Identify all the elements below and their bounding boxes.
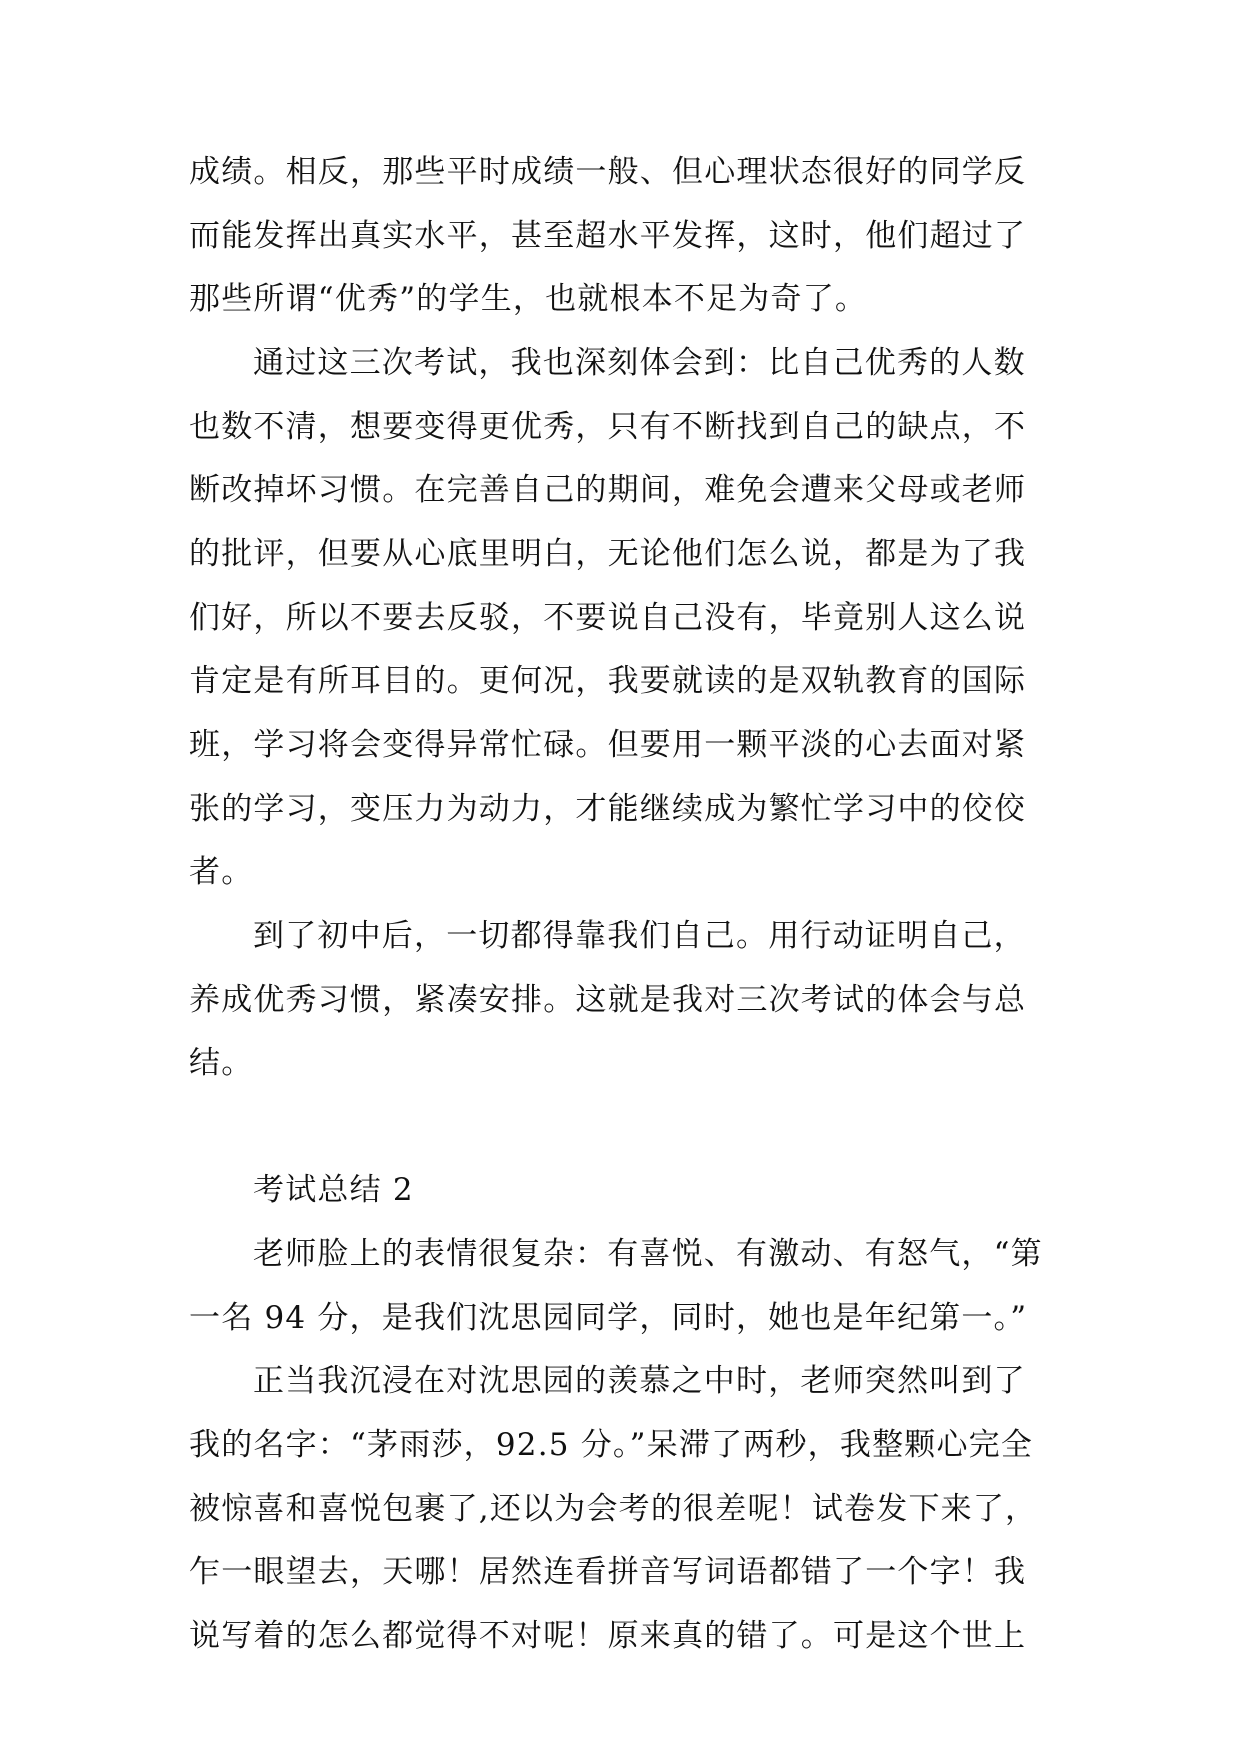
text-line: 说写着的怎么都觉得不对呢！原来真的错了。可是这个世上 [189, 1618, 1027, 1654]
text-line: 的批评，但要从心底里明白，无论他们怎么说，都是为了我 [189, 536, 1027, 572]
paragraph-start-line: 正当我沉浸在对沈思园的羡慕之中时，老师突然叫到了 [253, 1363, 1026, 1399]
text-line: 班，学习将会变得异常忙碌。但要用一颗平淡的心去面对紧 [189, 727, 1027, 763]
text-line: 那些所谓“优秀”的学生，也就根本不足为奇了。 [189, 281, 868, 317]
text-line: 我的名字：“茅雨莎，92.5 分。”呆滞了两秒，我整颗心完全 [189, 1427, 1034, 1463]
section-heading: 考试总结 2 [253, 1172, 414, 1208]
text-line: 被惊喜和喜悦包裹了,还以为会考的很差呢！试卷发下来了， [189, 1491, 1038, 1527]
text-line: 一名 94 分，是我们沈思园同学，同时，她也是年纪第一。” [189, 1300, 1028, 1336]
text-line: 乍一眼望去，天哪！居然连看拼音写词语都错了一个字！我 [189, 1554, 1027, 1590]
text-line: 成绩。相反，那些平时成绩一般、但心理状态很好的同学反 [189, 154, 1027, 190]
text-line: 肯定是有所耳目的。更何况，我要就读的是双轨教育的国际 [189, 663, 1027, 699]
text-line: 张的学习，变压力为动力，才能继续成为繁忙学习中的佼佼 [189, 791, 1027, 827]
text-line: 断改掉坏习惯。在完善自己的期间，难免会遭来父母或老师 [189, 472, 1027, 508]
text-line: 们好，所以不要去反驳，不要说自己没有，毕竟别人这么说 [189, 600, 1027, 636]
paragraph-start-line: 通过这三次考试，我也深刻体会到：比自己优秀的人数 [253, 345, 1026, 381]
text-line: 者。 [189, 854, 254, 890]
text-line: 而能发挥出真实水平，甚至超水平发挥，这时，他们超过了 [189, 218, 1027, 254]
text-line: 养成优秀习惯，紧凑安排。这就是我对三次考试的体会与总 [189, 982, 1027, 1018]
text-line: 结。 [189, 1045, 254, 1081]
paragraph-start-line: 到了初中后，一切都得靠我们自己。用行动证明自己， [253, 918, 1026, 954]
paragraph-start-line: 老师脸上的表情很复杂：有喜悦、有激动、有怒气，“第 [253, 1236, 1043, 1272]
text-line: 也数不清，想要变得更优秀，只有不断找到自己的缺点，不 [189, 409, 1027, 445]
